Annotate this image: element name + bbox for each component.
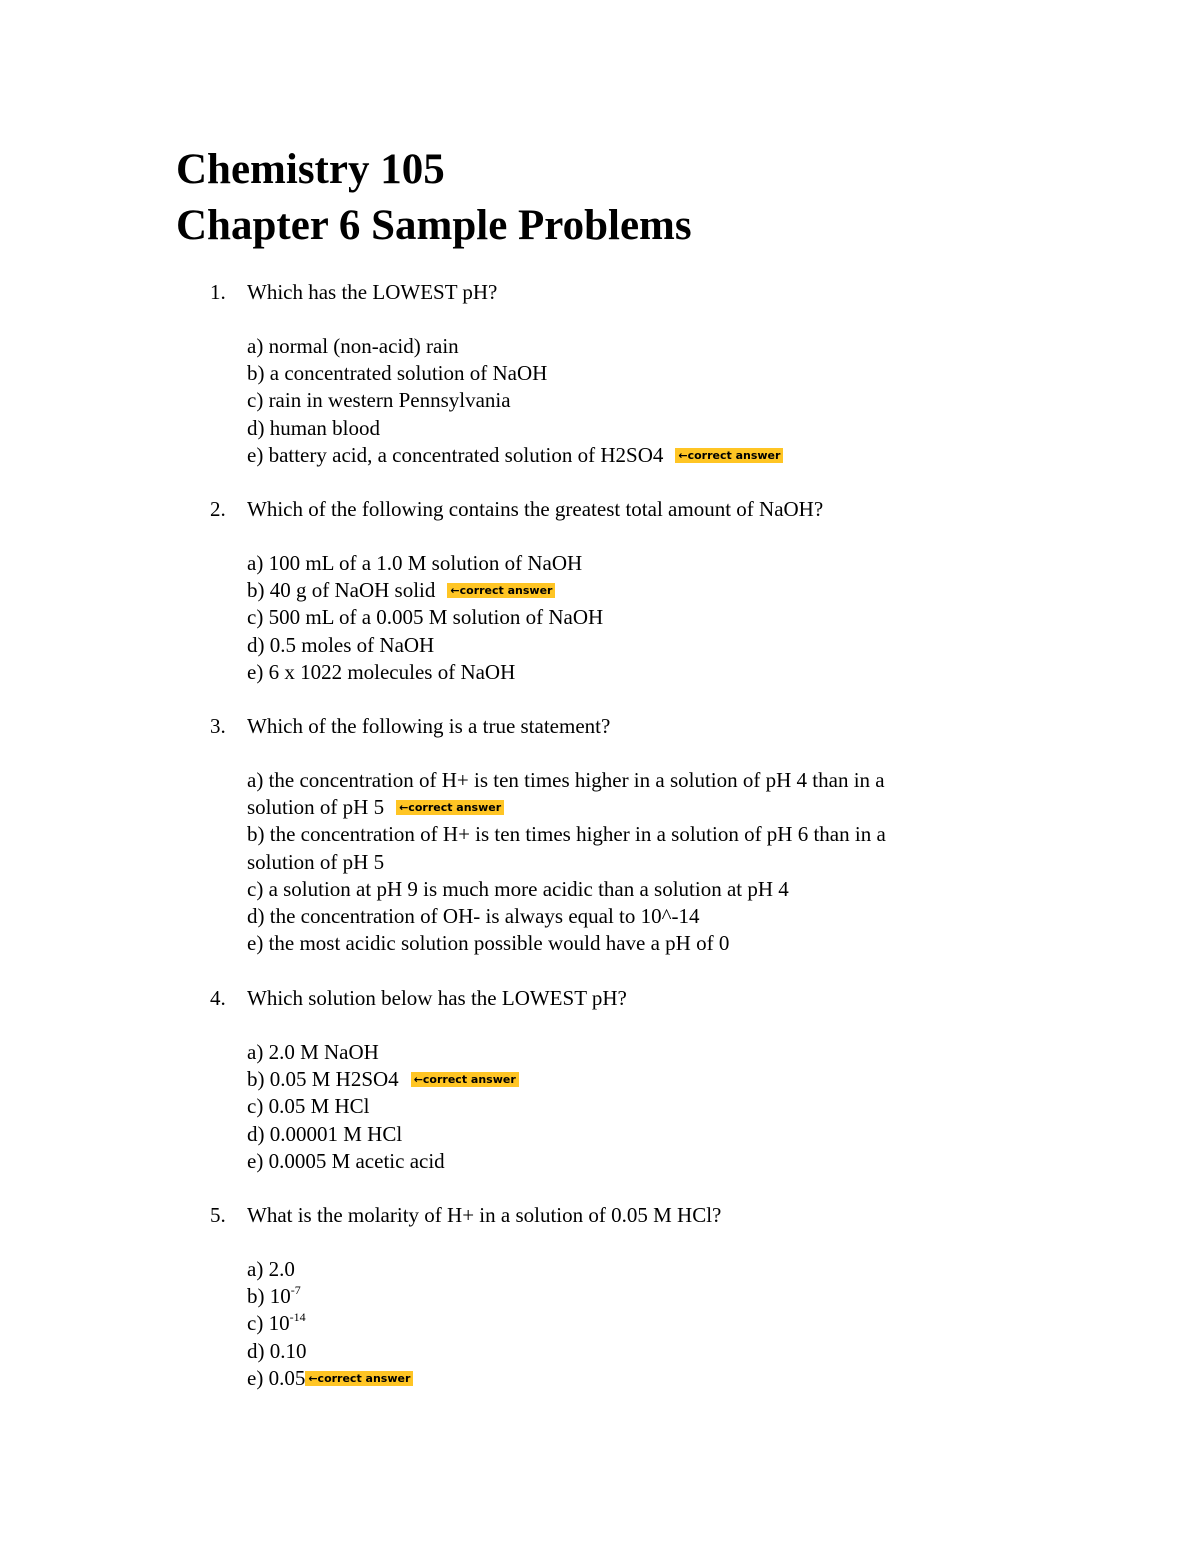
question-5-options <box>247 1256 413 1392</box>
option-a: a) 100 mL of a 1.0 M solution of NaOH <box>247 551 583 575</box>
option-a: a) 2.0 <box>247 1257 295 1281</box>
option-b-text: b) 40 g of NaOH solid <box>247 578 436 603</box>
option-d: d) the concentration of OH- is always equal to 10^-14 <box>247 903 700 928</box>
option-a-continued <box>247 794 886 821</box>
correct-answer-tag: ←correct answer <box>396 800 504 815</box>
question-number: 4. <box>210 986 226 1010</box>
question-text: Which of the following is a true statement? <box>247 714 611 738</box>
option-e-text: e) 0.05 <box>247 1365 306 1390</box>
option-b-continued: solution of pH 5 <box>247 849 385 874</box>
option-d: d) 0.10 <box>247 1338 307 1363</box>
option-c-exponent: -14 <box>289 1310 306 1325</box>
question-text: What is the molarity of H+ in a solution of 0.05 M HCl? <box>247 1203 722 1227</box>
option-c: c) 500 mL of a 0.005 M solution of NaOH <box>247 605 604 630</box>
option-c: c) 0.05 M HCl <box>247 1094 370 1119</box>
option-b <box>247 1066 519 1093</box>
question-2-options <box>247 550 603 686</box>
document-title <box>176 142 692 254</box>
title-course: Chemistry 105 <box>176 146 445 193</box>
option-e: e) 0.0005 M acetic acid <box>247 1148 445 1173</box>
question-number: 1. <box>210 280 226 304</box>
question-1-options <box>247 333 783 469</box>
question-number: 5. <box>210 1203 226 1227</box>
option-b: b) the concentration of H+ is ten times higher in a solution of pH 6 than in a <box>247 822 886 847</box>
correct-answer-tag: ←correct answer <box>675 448 783 463</box>
option-b-text: b) 0.05 M H2SO4 <box>247 1067 399 1092</box>
question-1 <box>210 279 497 306</box>
correct-answer-tag: ←correct answer <box>447 583 555 598</box>
title-chapter: Chapter 6 Sample Problems <box>176 202 692 249</box>
question-text: Which solution below has the LOWEST pH? <box>247 986 627 1010</box>
question-2 <box>210 496 823 523</box>
option-e: e) the most acidic solution possible would have a pH of 0 <box>247 931 730 956</box>
option-e <box>247 442 783 469</box>
option-c-text: c) 10 <box>247 1311 290 1336</box>
question-number: 2. <box>210 497 226 521</box>
option-d: d) human blood <box>247 415 380 440</box>
question-number: 3. <box>210 714 226 738</box>
option-e-text: e) battery acid, a concentrated solution of H2SO4 <box>247 442 664 467</box>
option-d: d) 0.5 moles of NaOH <box>247 632 435 657</box>
option-c: c) rain in western Pennsylvania <box>247 388 511 413</box>
option-e: e) 6 x 1022 molecules of NaOH <box>247 659 516 684</box>
option-d: d) 0.00001 M HCl <box>247 1121 403 1146</box>
option-a: a) the concentration of H+ is ten times higher in a solution of pH 4 than in a <box>247 768 885 792</box>
question-4 <box>210 985 627 1012</box>
option-b: b) a concentrated solution of NaOH <box>247 361 548 386</box>
correct-answer-tag: ←correct answer <box>305 1371 413 1386</box>
question-3 <box>210 713 610 740</box>
question-3-options <box>247 767 886 957</box>
option-b-exponent: -7 <box>290 1283 301 1298</box>
option-e <box>247 1365 413 1392</box>
option-b-text: b) 10 <box>247 1284 291 1309</box>
option-c <box>247 1310 413 1337</box>
option-a: a) normal (non-acid) rain <box>247 334 459 358</box>
question-5 <box>210 1202 721 1229</box>
question-text: Which has the LOWEST pH? <box>247 280 498 304</box>
correct-answer-tag: ←correct answer <box>411 1072 519 1087</box>
question-4-options <box>247 1039 519 1175</box>
option-a-continued-text: solution of pH 5 <box>247 795 385 820</box>
question-text: Which of the following contains the greatest total amount of NaOH? <box>247 497 824 521</box>
option-b <box>247 577 603 604</box>
option-b <box>247 1283 413 1310</box>
option-c: c) a solution at pH 9 is much more acidic than a solution at pH 4 <box>247 876 789 901</box>
option-a: a) 2.0 M NaOH <box>247 1040 379 1064</box>
